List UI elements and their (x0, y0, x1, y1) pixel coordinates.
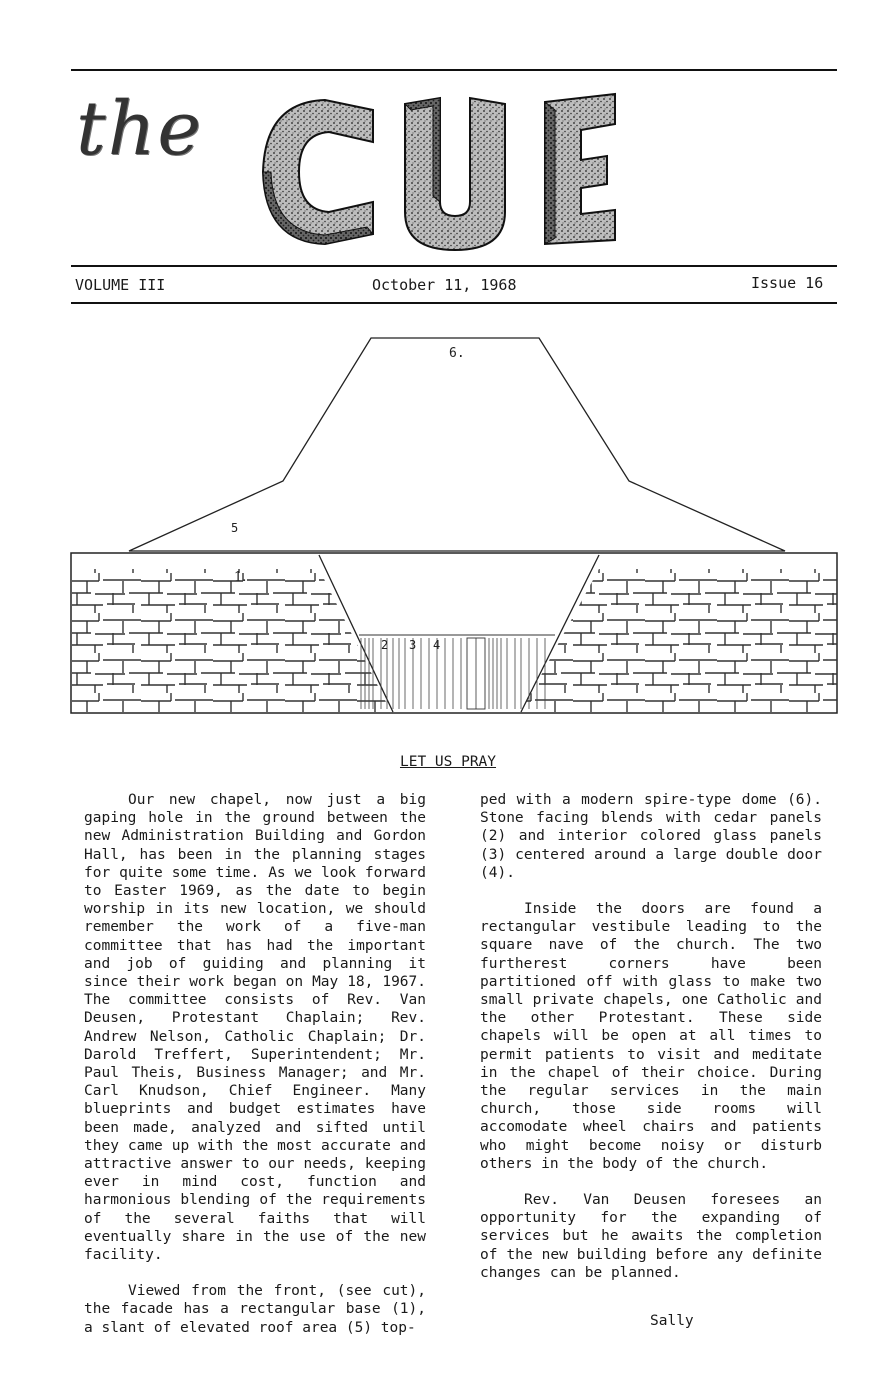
author-signature: Sally (650, 1313, 694, 1329)
volume-label: VOLUME III (75, 276, 166, 294)
article-paragraph-continued: ped with a modern spire-type dome (6). Stone facing blends with cedar panels (2) and interior colored glass panels (3) centered around a large double door (4). (480, 792, 822, 881)
issue-line-rule (71, 302, 837, 304)
article-paragraph: Viewed from the front, (see cut), the facade has a rectangular base (1), a slant of elevated roof area (5) top- (84, 1283, 426, 1336)
masthead-cue-text: CUE (255, 92, 257, 93)
label-1: 1. (234, 570, 247, 585)
masthead-cue-logo (255, 92, 675, 252)
article-paragraph: Our new chapel, now just a big gaping hole in the ground between the new Administration Building and Gordon Hall, has been in the planning stages for quite some time. As we look forward to Easter 1969, as the date to begin worship in its new location, we should remember the work of a five-man committee that has had the important and job of guiding and planning it since their work began on May 18, 1967. The committee consists of Rev. Van Deusen, Protestant Chaplain; Rev. Andrew Nelson, Catholic Chaplain; Dr. Darold Treffert, Superintendent; Mr. Paul Theis, Business Manager; and Mr. Carl Knudson, Chief Engineer. Many blueprints and budget estimates have been made, analyzed and sifted until they came up with the most accurate and attractive answer to our needs, keeping ever in mind cost, function and harmonious blending of the requirements of the several faiths that will eventually share in the use of the new facility. (84, 792, 426, 1264)
spire-dome (129, 338, 785, 551)
label-4: 4 (433, 638, 441, 652)
issue-date: October 11, 1968 (372, 276, 517, 294)
issue-number: Issue 16 (751, 274, 824, 292)
chapel-facade-drawing (69, 333, 841, 719)
article-paragraph: Inside the doors are found a rectangular vestibule leading to the square nave of the church. The two furtherest corners have been partitioned off with glass to make two small private chapels, one Catholic and the other Protestant. These side chapels will be open at all times to permit patients to visit and meditate in the chapel of their choice. During the regular services in the main church, those side rooms will accomodate wheel chairs and patients who might become noisy or disturb others in the body of the church. (480, 901, 822, 1172)
label-2: 2 (381, 638, 389, 652)
article-column-right (480, 791, 822, 1300)
top-rule (71, 69, 837, 71)
label-3: 3 (409, 638, 417, 652)
label-5: 5 (231, 521, 239, 535)
masthead-rule (71, 265, 837, 267)
masthead-the: the (76, 86, 204, 172)
article-headline: LET US PRAY (399, 754, 497, 770)
label-6: 6. (449, 346, 465, 361)
article-paragraph: Rev. Van Deusen foresees an opportunity for the expanding of services but he awaits the completion of the new building before any definite changes can be planned. (480, 1192, 822, 1281)
article-column-left (84, 791, 426, 1355)
rectangular-base (71, 553, 837, 713)
